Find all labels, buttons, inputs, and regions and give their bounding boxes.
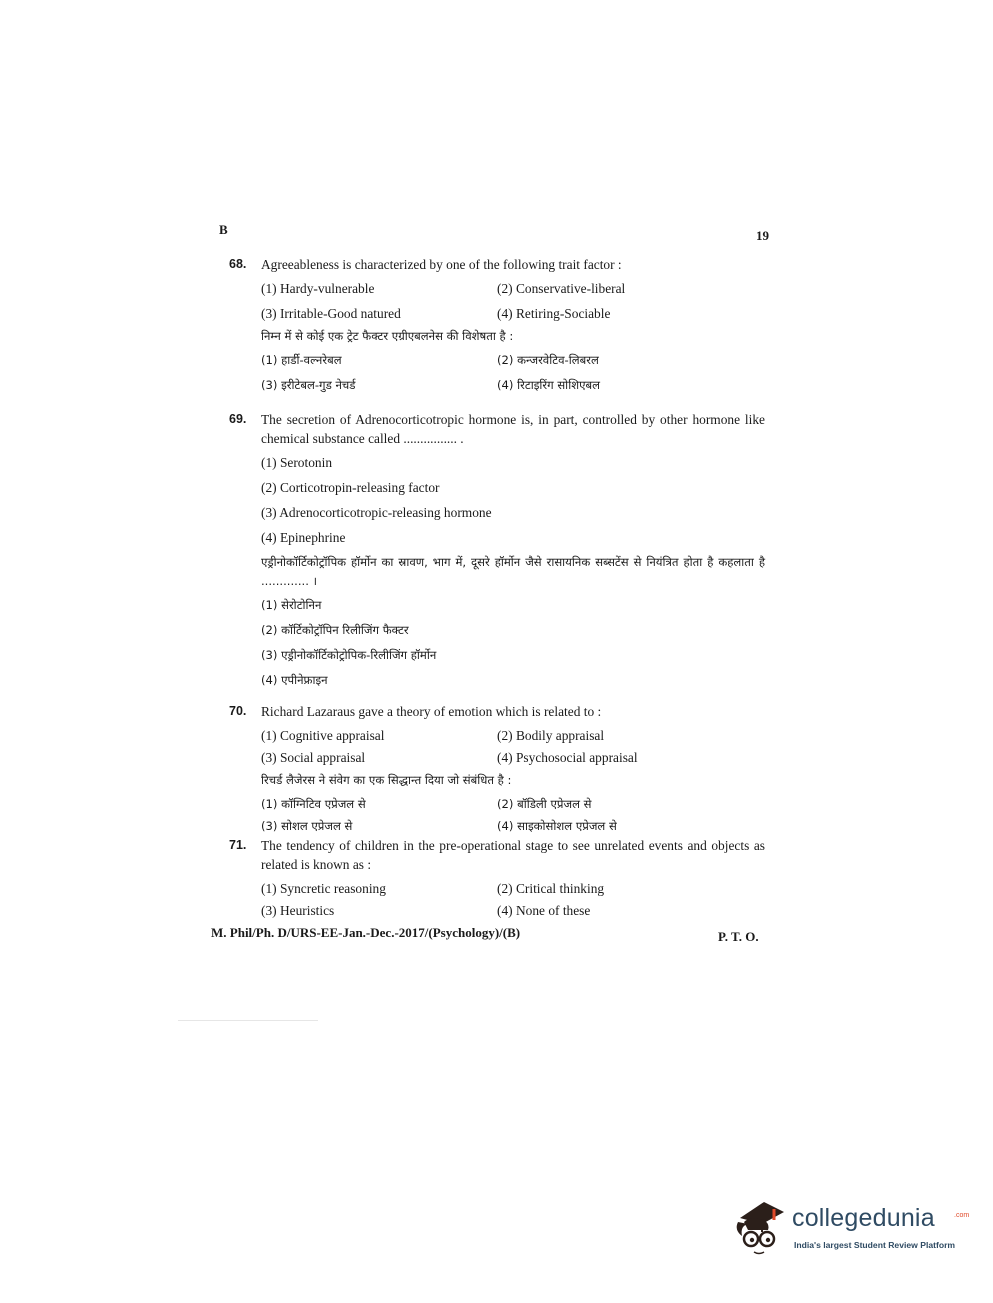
options-hi: [261, 795, 765, 836]
options-en: [261, 726, 765, 767]
options-en: [261, 279, 765, 323]
question-number: 71.: [229, 838, 247, 852]
collegedunia-logo: [734, 1196, 970, 1266]
series-label: B: [219, 222, 228, 237]
option: (2) बॉडिली एप्रेजल से: [497, 797, 592, 811]
option: (2) Critical thinking: [497, 881, 605, 896]
paper-code: M. Phil/Ph. D/URS-EE-Jan.-Dec.-2017/(Psychology)/(B): [211, 925, 521, 940]
option: (4) Psychosocial appraisal: [497, 750, 638, 765]
option: (3) Irritable-Good natured: [261, 306, 401, 321]
options-hi: [261, 351, 765, 395]
options-en: [261, 879, 765, 920]
logo-tagline: India's largest Student Review Platform: [794, 1240, 956, 1250]
question-68: [229, 255, 765, 395]
question-text-en: The secretion of Adrenocorticotropic hormone is, in part, controlled by other hormone like chemical substance called ................ .: [261, 412, 765, 446]
option: (1) सेरोटोनिन: [261, 598, 322, 612]
option: (4) Retiring-Sociable: [497, 306, 611, 321]
option: (4) रिटाइरिंग सोशिएबल: [497, 378, 600, 392]
option: (1) Syncretic reasoning: [261, 881, 386, 896]
question-text-hi: एड्रीनोकॉर्टिकोट्रॉपिक हॉर्मोन का स्रावण, भाग में, दूसरे हॉर्मोन जैसे रासायनिक सब्सटेंस से नियंत्रित होता है कहलाता है ............. ।: [261, 555, 765, 588]
question-number: 69.: [229, 412, 247, 426]
question-number: 70.: [229, 704, 247, 718]
option: (2) Corticotropin-releasing factor: [261, 480, 440, 495]
question-69: [229, 410, 765, 696]
option: (2) Bodily appraisal: [497, 728, 605, 743]
option: (2) Conservative-liberal: [497, 281, 626, 296]
option: (1) Serotonin: [261, 455, 333, 470]
question-text-en: Agreeableness is characterized by one of the following trait factor :: [261, 257, 622, 272]
question-text-en: Richard Lazaraus gave a theory of emotion which is related to :: [261, 704, 602, 719]
option: (3) एड्रीनोकॉर्टिकोट्रोपिक-रिलीजिंग हॉर्मोन: [261, 648, 437, 662]
option: (2) कन्जरवेटिव-लिबरल: [497, 353, 599, 367]
scan-mark: [178, 1020, 318, 1021]
question-70: [229, 702, 765, 836]
question-text-en: The tendency of children in the pre-operational stage to see unrelated events and objects as related is known as :: [261, 838, 765, 872]
option: (4) Epinephrine: [261, 530, 346, 545]
option: (2) कॉर्टिकोट्रॉपिन रिलीजिंग फैक्टर: [261, 623, 409, 637]
page-number: 19: [756, 228, 769, 243]
question-text-hi: निम्न में से कोई एक ट्रेट फैक्टर एग्रीएबलनेस की विशेषता है :: [261, 329, 514, 343]
option: (3) इरीटेबल-गुड नेचर्ड: [261, 378, 356, 392]
question-number: 68.: [229, 257, 247, 271]
option: (4) साइकोसोशल एप्रेजल से: [497, 819, 617, 833]
option: (3) Adrenocorticotropic-releasing hormone: [261, 505, 492, 520]
option: (3) Social appraisal: [261, 750, 366, 765]
logo-domain: .com: [954, 1212, 970, 1219]
option: (1) Hardy-vulnerable: [261, 281, 375, 296]
options-en: [261, 453, 765, 547]
option: (1) Cognitive appraisal: [261, 728, 385, 743]
option: (4) None of these: [497, 903, 591, 918]
logo-wordmark: collegedunia: [792, 1204, 935, 1232]
option: (3) सोशल एप्रेजल से: [261, 819, 353, 833]
question-text-hi: रिचर्ड लैजेरस ने संवेग का एक सिद्धान्त दिया जो संबंधित है :: [261, 773, 512, 787]
options-hi: [261, 596, 765, 690]
question-71: [229, 836, 765, 920]
option: (4) एपीनेफ्राइन: [261, 673, 328, 687]
mascot-icon: [734, 1196, 790, 1258]
pto-label: P. T. O.: [718, 929, 759, 944]
option: (1) कॉग्निटिव एप्रेजल से: [261, 797, 366, 811]
option: (3) Heuristics: [261, 903, 335, 918]
option: (1) हार्डी-वल्नरेबल: [261, 353, 342, 367]
